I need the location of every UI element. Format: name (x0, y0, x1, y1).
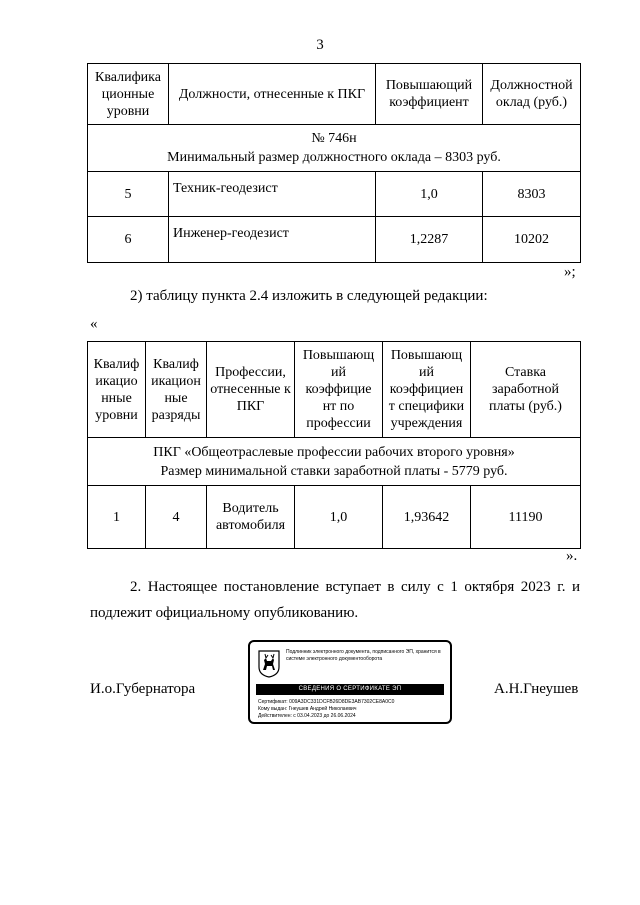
group-title: ПКГ «Общеотраслевые профессии рабочих второго уровня» (153, 444, 515, 460)
group-row (88, 438, 581, 486)
opening-quote: « (90, 316, 98, 332)
salary-cell: 10202 (483, 217, 581, 263)
group-title: № 746н (311, 131, 357, 146)
coefficient-cell: 1,0 (376, 172, 483, 217)
issued-to-line: Кому выдан: Гнеушев Андрей Николаевич (258, 706, 357, 712)
salary-cell: 8303 (483, 172, 581, 217)
header-cell: Профессии, отнесенные к ПКГ (207, 342, 295, 438)
professions-table (87, 341, 581, 549)
coefficient-cell: 1,2287 (376, 217, 483, 263)
certificate-line: Сертификат: 009A3DC331DCFB26D8DE3AB7302CE8A0C0 (258, 699, 395, 705)
group-subtitle: Минимальный размер должностного оклада – 8303 руб. (167, 150, 501, 165)
table-row (88, 217, 581, 263)
paragraph-table-intro: 2) таблицу пункта 2.4 изложить в следующей редакции: (130, 288, 488, 304)
coef-profession-cell: 1,0 (295, 486, 383, 549)
header-cell: Повышающ ий коэффициен т специфики учреждения (383, 342, 471, 438)
rate-cell: 11190 (471, 486, 581, 549)
level-cell: 1 (88, 486, 146, 549)
group-row (88, 125, 581, 172)
profession-cell: Водитель автомобиля (207, 486, 295, 549)
stamp-details (258, 699, 446, 720)
validity-line: Действителен: с 03.04.2023 до 26.06.2024 (258, 713, 356, 719)
table-header-row (88, 342, 581, 438)
position-cell: Инженер-геодезист (169, 217, 376, 263)
group-title-cell (88, 438, 581, 486)
header-cell: Должности, отнесенные к ПКГ (169, 64, 376, 125)
header-cell: Ставка заработной платы (руб.) (471, 342, 581, 438)
header-cell: Повышающ ий коэффицие нт по профессии (295, 342, 383, 438)
header-cell: Квалифика ционные уровни (88, 64, 169, 125)
header-cell: Квалиф икацио нные уровни (88, 342, 146, 438)
signature-stamp (248, 640, 452, 724)
position-cell: Техник-геодезист (169, 172, 376, 217)
header-cell: Повышающий коэффициент (376, 64, 483, 125)
table-row (88, 172, 581, 217)
page-number: 3 (316, 37, 324, 53)
deer-emblem-icon (258, 650, 280, 678)
level-cell: 5 (88, 172, 169, 217)
closing-quote: ». (566, 548, 578, 564)
positions-table (87, 63, 581, 263)
stamp-header: СВЕДЕНИЯ О СЕРТИФИКАТЕ ЭП (256, 684, 444, 695)
level-cell: 6 (88, 217, 169, 263)
coef-institution-cell: 1,93642 (383, 486, 471, 549)
header-cell: Квалиф икацион ные разряды (146, 342, 207, 438)
group-title-cell (88, 125, 581, 172)
group-subtitle: Размер минимальной ставки заработной платы - 5779 руб. (160, 463, 508, 479)
closing-quote: »; (564, 264, 576, 280)
table-header-row (88, 64, 581, 125)
paragraph-effective-date: 2. Настоящее постановление вступает в силу с 1 октября 2023 г. и подлежит официальному опубликованию. (90, 579, 580, 621)
signer-name: А.Н.Гнеушев (494, 681, 579, 697)
grade-cell: 4 (146, 486, 207, 549)
table-row (88, 486, 581, 549)
signer-title: И.о.Губернатора (90, 681, 196, 697)
stamp-info: Подлинник электронного документа, подписанного ЭП, хранится в системе электронного документооборота (286, 649, 441, 662)
header-cell: Должностной оклад (руб.) (483, 64, 581, 125)
